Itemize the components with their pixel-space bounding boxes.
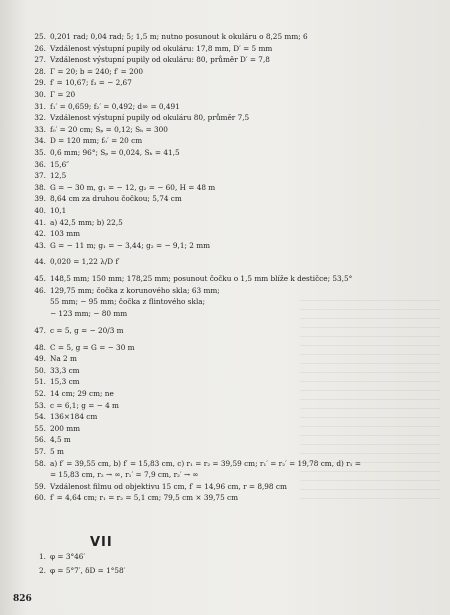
answer-text: Vzdálenost filmu od objektivu 15 cm, f′ = 14,96 cm, r = 8,98 cm [50, 481, 287, 491]
answer-text: φ = 5°7′, δD = 1°58′ [50, 566, 126, 575]
answer-row [22, 492, 442, 504]
answer-row [22, 285, 442, 297]
answer-number: 40. [34, 205, 46, 215]
answer-text: D = 120 mm; f₀′ = 20 cm [50, 136, 143, 146]
answer-text: f′ = 10,67; f₃ = − 2,67 [50, 78, 132, 88]
answer-text: 8,64 cm za druhou čočkou; 5,74 cm [50, 194, 182, 204]
answer-text: C = 5, g = G = − 30 m [50, 342, 135, 352]
answer-row [22, 550, 442, 564]
answer-number: 53. [34, 400, 46, 410]
answer-text: 55 mm; − 95 mm; čočka z flintového skla; [50, 297, 206, 307]
answer-text: G = − 30 m, g₁ = − 12, g₂ = − 60, H = 48 m [50, 182, 216, 192]
answer-text: f₁′ = 0,659; f₂′ = 0,492; d∞ = 0,491 [50, 101, 180, 111]
answer-text: Vzdálenost výstupní pupily od okuláru 80, průměr 7,5 [50, 113, 250, 123]
answer-text: 148,5 mm; 150 mm; 178,25 mm; posunout čočku o 1,5 mm blíže k destičce; 53,5° [50, 274, 353, 284]
answer-number: 49. [34, 354, 46, 364]
answer-text: Vzdálenost výstupní pupily od okuláru: 17,8 mm, D′ = 5 mm [50, 43, 273, 53]
answer-text: = 15,83 cm, r₂ → ∞, r₁′ = 7,9 cm, r₂′ → ∞ [50, 470, 199, 480]
answer-number: 25. [34, 32, 46, 41]
answer-row [22, 193, 442, 205]
answer-number: 35. [34, 147, 46, 157]
answer-number: 42. [34, 229, 46, 239]
answer-row [22, 124, 442, 136]
answer-text: Γ = 20; b = 240; f′ = 200 [50, 66, 144, 76]
answer-number: 30. [34, 89, 46, 99]
answer-number: 52. [34, 389, 46, 399]
section-heading: VII [90, 535, 113, 550]
answer-row [22, 296, 442, 308]
answer-row [22, 434, 442, 446]
answer-number: 2. [39, 566, 46, 575]
answer-number: 43. [34, 240, 46, 250]
answer-number: 39. [34, 194, 46, 204]
answer-number: 1. [39, 552, 46, 561]
answer-row [22, 217, 442, 229]
answer-text: − 123 mm; − 80 mm [50, 309, 128, 319]
answer-text: f₀′ = 20 cm; Sₚ = 0,12; Sₕ = 300 [50, 124, 168, 134]
answer-row [22, 251, 442, 273]
answer-number: 51. [34, 377, 46, 387]
answer-row [22, 481, 442, 493]
answer-row [22, 423, 442, 435]
answer-row [22, 320, 442, 342]
answer-number: 45. [34, 274, 46, 284]
answer-row [22, 365, 442, 377]
page-number: 826 [13, 594, 32, 604]
answer-text: 0,201 rad; 0,04 rad; 5; 1,5 m; nutno posunout k okuláru o 8,25 mm; 6 [50, 32, 308, 41]
answer-row [22, 564, 442, 578]
answer-number: 50. [34, 365, 46, 375]
answer-row [22, 159, 442, 171]
answer-row [22, 135, 442, 147]
answer-row [22, 446, 442, 458]
answer-row [22, 353, 442, 365]
answers-list [22, 31, 442, 504]
answers-list-vii [22, 550, 442, 578]
answer-text: φ = 3°46′ [50, 552, 86, 561]
answer-text: Na 2 m [50, 354, 77, 364]
answer-text: 136×184 cm [50, 412, 98, 422]
answer-row [22, 273, 442, 285]
answer-row [22, 112, 442, 124]
answer-number: 26. [34, 43, 46, 53]
answer-text: f′ = 4,64 cm; r₁ = r₂ = 5,1 cm; 79,5 cm × 39,75 cm [50, 493, 239, 503]
answer-row [22, 205, 442, 217]
answer-row [22, 411, 442, 423]
answer-number: 37. [34, 171, 46, 181]
answer-number: 47. [34, 325, 46, 335]
answer-text: Γ = 20 [50, 89, 76, 99]
answer-text: 129,75 mm; čočka z korunového skla; 63 mm; [50, 285, 220, 295]
answer-text: 14 cm; 29 cm; ne [50, 389, 114, 399]
answer-row [22, 342, 442, 354]
answer-number: 59. [34, 481, 46, 491]
answer-row [22, 308, 442, 320]
answer-text: 4,5 m [50, 435, 71, 445]
answer-number: 60. [34, 493, 46, 503]
answer-number: 34. [34, 136, 46, 146]
answer-number: 32. [34, 113, 46, 123]
answer-number: 44. [34, 257, 46, 267]
answer-row [22, 31, 442, 43]
answer-number: 41. [34, 217, 46, 227]
answer-row [22, 43, 442, 55]
answer-row [22, 170, 442, 182]
answer-number: 31. [34, 101, 46, 111]
answer-text: a) 42,5 mm; b) 22,5 [50, 217, 123, 227]
answer-number: 54. [34, 412, 46, 422]
answer-row [22, 147, 442, 159]
answer-row [22, 388, 442, 400]
answer-text: 5 m [50, 447, 64, 456]
answer-text: 0,020 = 1,22 λ/D f′ [50, 257, 120, 267]
answer-number: 28. [34, 66, 46, 76]
answer-row [22, 376, 442, 388]
answer-text: 12,5 [50, 171, 67, 181]
answer-text: 33,3 cm [50, 365, 80, 375]
answer-number: 48. [34, 342, 46, 352]
answer-row [22, 458, 442, 470]
answer-number: 58. [34, 458, 46, 468]
answer-number: 36. [34, 159, 46, 169]
answer-text: c = 5, g = − 20/3 m [50, 325, 124, 335]
answer-text: 10,1 [50, 205, 67, 215]
answer-text: 103 mm [50, 229, 81, 239]
answer-row [22, 77, 442, 89]
answer-row [22, 228, 442, 240]
answer-number: 38. [34, 182, 46, 192]
answer-row [22, 182, 442, 194]
answer-number: 46. [34, 285, 46, 295]
answer-number: 56. [34, 435, 46, 445]
answer-text: 15,6″ [50, 159, 69, 169]
answer-text: a) f′ = 39,55 cm, b) f′ = 15,83 cm, c) r₁ = r₂ = 39,59 cm; r₁′ = r₂′ = 19,78 cm, d) r₁ = [50, 458, 362, 468]
answer-row [22, 66, 442, 78]
answer-row [22, 101, 442, 113]
answer-number: 33. [34, 124, 46, 134]
answer-text: G = − 11 m; g₁ = − 3,44; g₂ = − 9,1; 2 mm [50, 240, 211, 250]
answer-text: 0,6 mm; 96°; Sₚ = 0,024, Sₕ = 41,5 [50, 147, 180, 157]
answer-text: 200 mm [50, 423, 81, 433]
answer-number: 27. [34, 55, 46, 65]
answer-text: Vzdálenost výstupní pupily od okuláru: 80, průměr D′ = 7,8 [50, 55, 270, 65]
answer-row [22, 89, 442, 101]
answer-number: 55. [34, 423, 46, 433]
answer-row [22, 400, 442, 412]
answer-number: 57. [34, 447, 46, 456]
answer-row [22, 469, 442, 481]
answer-text: 15,3 cm [50, 377, 80, 387]
answer-text: c = 6,1; g = − 4 m [50, 400, 119, 410]
answer-number: 29. [34, 78, 46, 88]
answer-row [22, 54, 442, 66]
answer-row [22, 240, 442, 252]
